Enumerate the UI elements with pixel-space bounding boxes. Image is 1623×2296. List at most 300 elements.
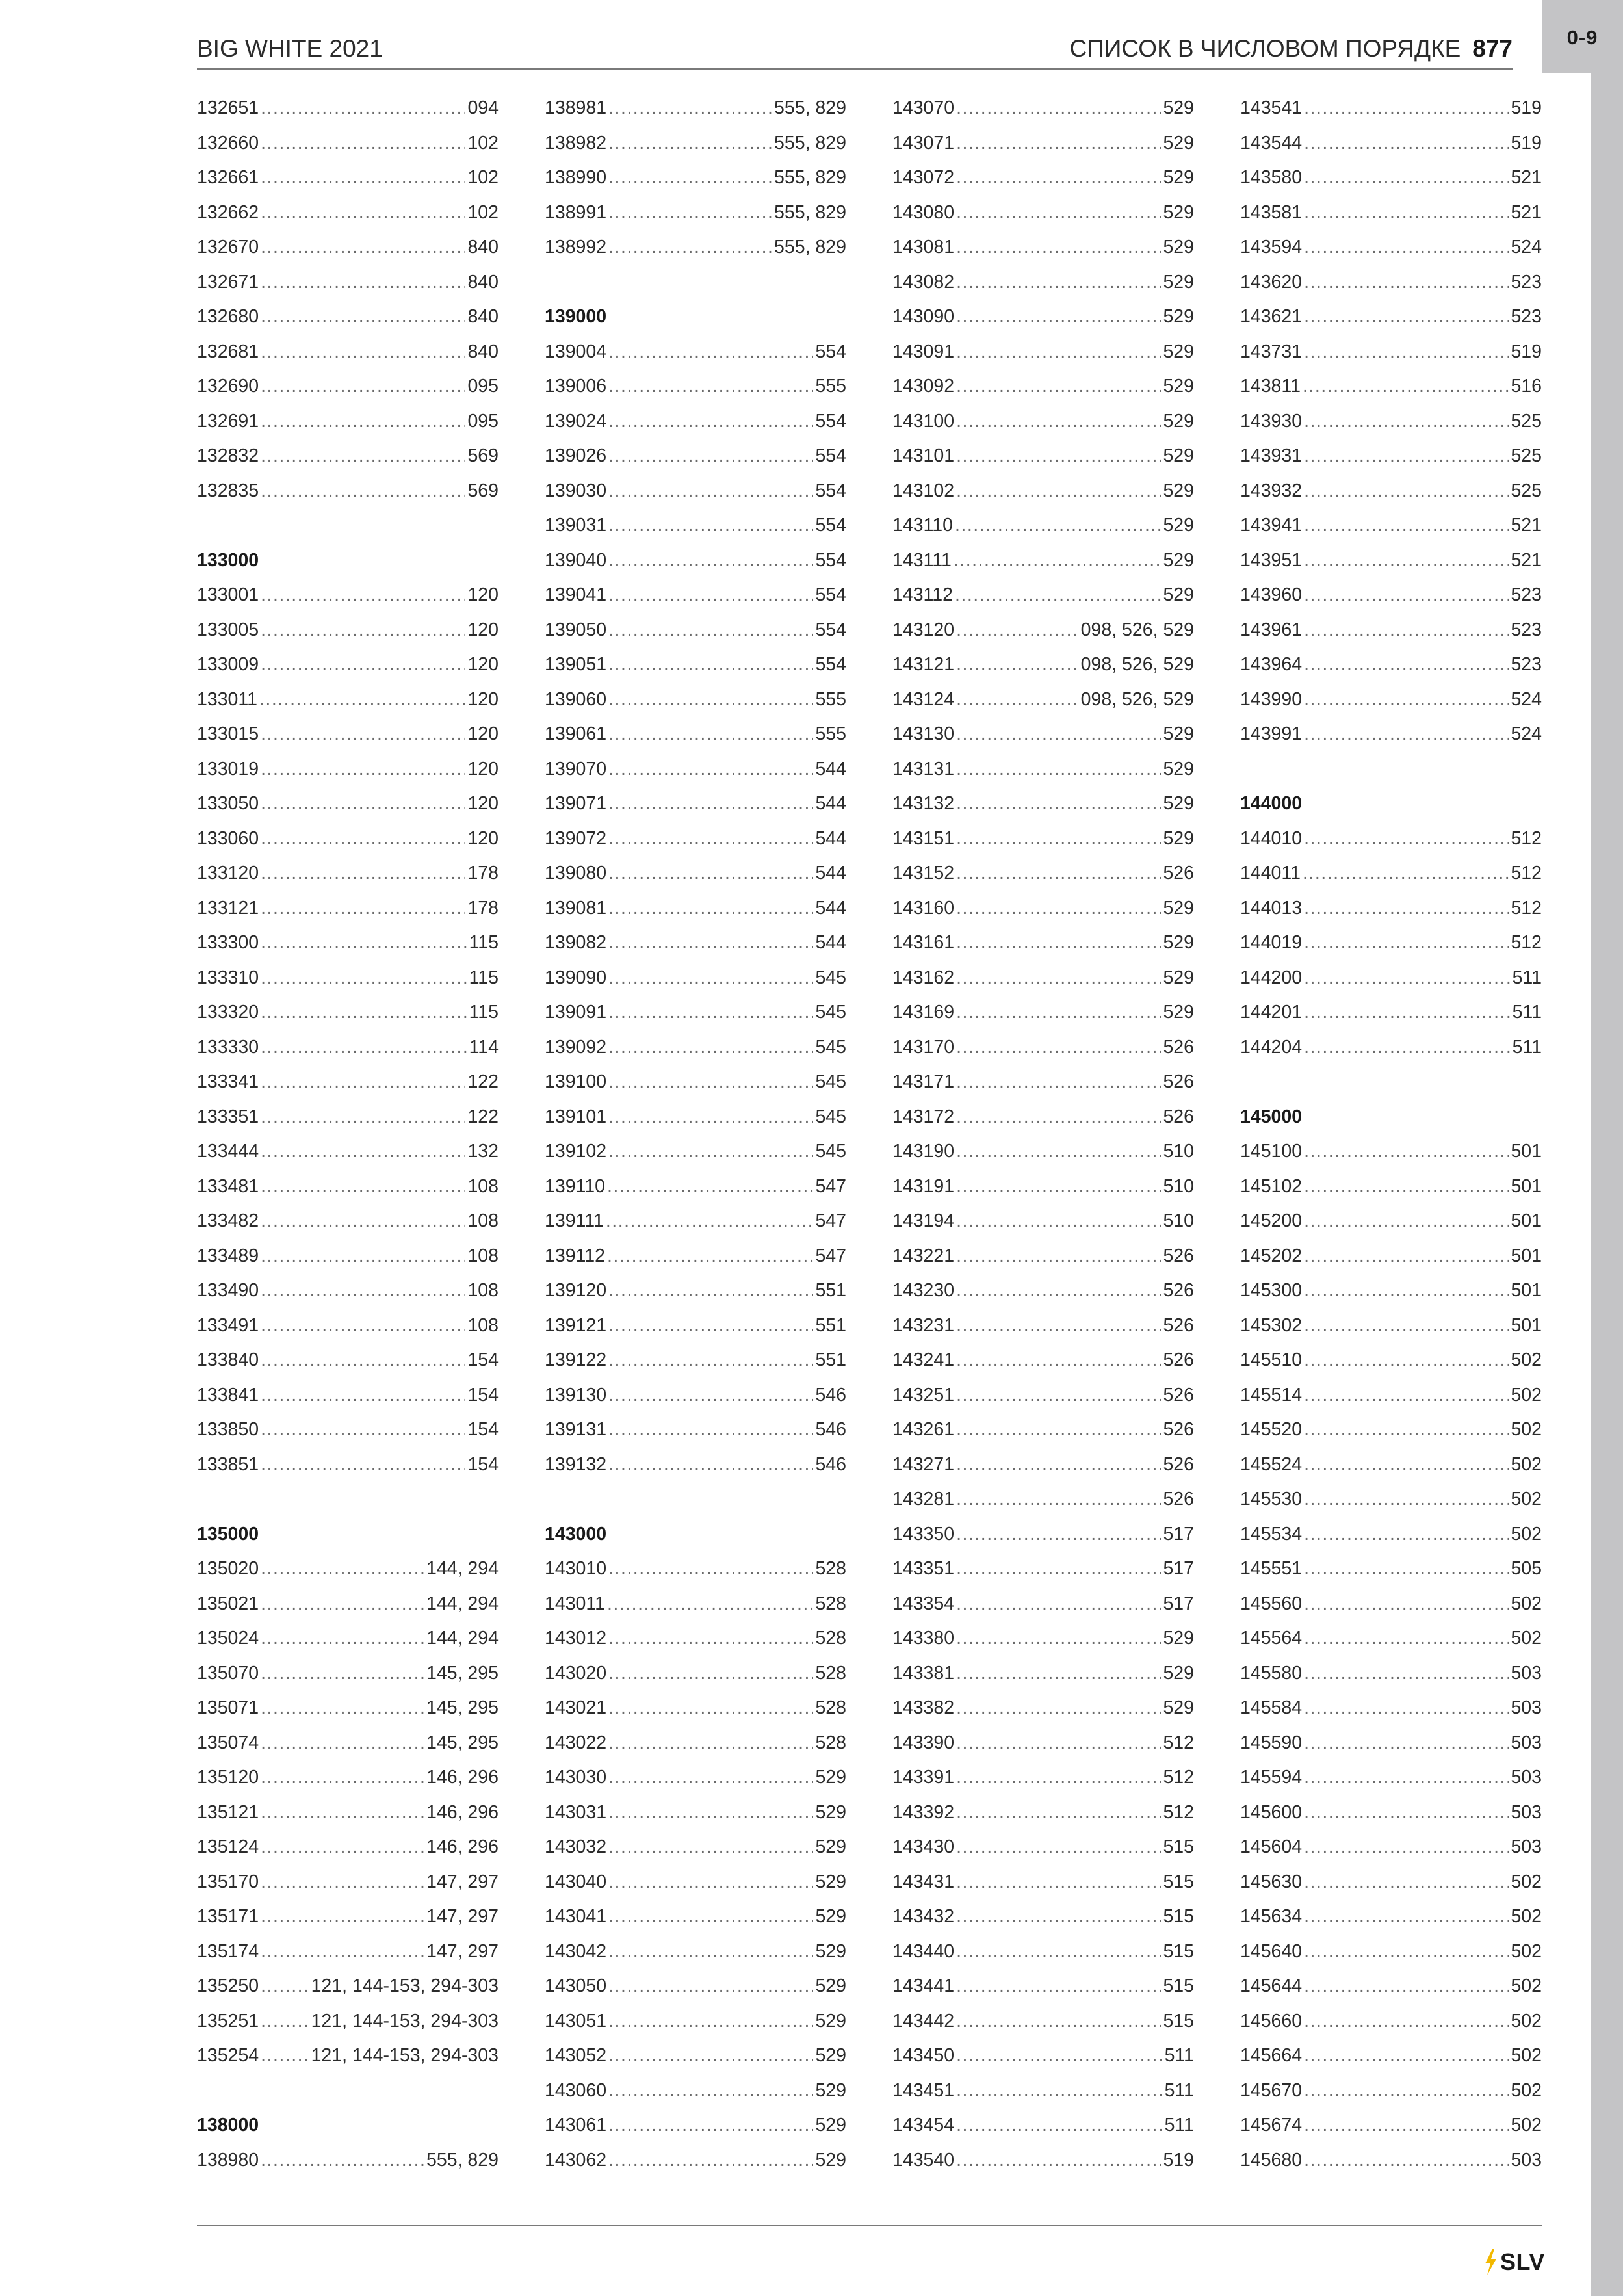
dot-leader bbox=[261, 369, 465, 404]
index-entry bbox=[197, 1204, 499, 1239]
index-entry bbox=[1240, 439, 1542, 474]
index-entry bbox=[545, 647, 846, 683]
index-entry bbox=[1240, 856, 1542, 891]
article-number: 133841 bbox=[197, 1384, 259, 1405]
dot-leader bbox=[608, 856, 813, 891]
article-number: 132832 bbox=[197, 445, 259, 466]
page-reference: 502 bbox=[1511, 1419, 1542, 1440]
index-entry bbox=[545, 1378, 846, 1413]
article-number: 135074 bbox=[197, 1732, 259, 1753]
index-entry bbox=[892, 196, 1194, 231]
index-entry bbox=[545, 995, 846, 1030]
page-reference: 529 bbox=[1163, 376, 1194, 397]
page-reference: 840 bbox=[467, 271, 499, 293]
index-entry bbox=[892, 404, 1194, 439]
dot-leader bbox=[261, 196, 465, 231]
article-number: 144204 bbox=[1240, 1036, 1303, 1058]
page-reference: 503 bbox=[1511, 1801, 1542, 1823]
index-entry bbox=[1240, 1169, 1542, 1205]
article-number: 143051 bbox=[545, 2010, 607, 2031]
page-reference: 545 bbox=[815, 1141, 846, 1162]
page-reference: 121, 144-153, 294-303 bbox=[311, 2045, 499, 2066]
article-number: 145640 bbox=[1240, 1940, 1303, 1962]
page-reference: 515 bbox=[1163, 1976, 1194, 1996]
dot-leader bbox=[1304, 91, 1509, 126]
article-number: 143391 bbox=[892, 1767, 955, 1788]
article-number: 133009 bbox=[197, 654, 259, 675]
page-reference: 501 bbox=[1511, 1175, 1542, 1197]
spacer bbox=[197, 2074, 499, 2109]
page-reference: 529 bbox=[1163, 410, 1194, 432]
dot-leader bbox=[608, 2074, 813, 2109]
dot-leader bbox=[261, 2004, 309, 2039]
article-number: 143131 bbox=[892, 758, 955, 779]
article-number: 145530 bbox=[1240, 1489, 1303, 1509]
dot-leader bbox=[956, 891, 1161, 926]
dot-leader bbox=[261, 961, 467, 996]
dot-leader bbox=[1304, 2039, 1509, 2074]
index-entry bbox=[545, 1587, 846, 1622]
index-entry bbox=[545, 543, 846, 579]
index-entry bbox=[892, 1100, 1194, 1135]
page-reference: 121, 144-153, 294-303 bbox=[311, 1976, 499, 1996]
page-reference: 511 bbox=[1512, 967, 1542, 988]
dot-leader bbox=[1304, 1621, 1509, 1656]
article-number: 133490 bbox=[197, 1280, 259, 1301]
article-number: 133489 bbox=[197, 1245, 259, 1266]
article-number: 145590 bbox=[1240, 1732, 1303, 1753]
dot-leader bbox=[1304, 1273, 1509, 1309]
index-entry bbox=[892, 300, 1194, 335]
article-number: 143961 bbox=[1240, 619, 1303, 640]
article-number: 143430 bbox=[892, 1836, 955, 1857]
article-number: 139072 bbox=[545, 828, 607, 849]
page-reference: 146, 296 bbox=[426, 1801, 499, 1823]
dot-leader bbox=[1304, 995, 1510, 1030]
page-reference: 120 bbox=[467, 758, 499, 779]
section-heading: 135000 bbox=[197, 1523, 259, 1545]
article-number: 145302 bbox=[1240, 1314, 1303, 1336]
dot-leader bbox=[1304, 439, 1509, 474]
article-number: 145580 bbox=[1240, 1662, 1303, 1684]
article-number: 145524 bbox=[1240, 1454, 1303, 1475]
page-number: 877 bbox=[1472, 35, 1513, 62]
page-reference: 523 bbox=[1511, 584, 1542, 605]
index-entry bbox=[545, 1448, 846, 1483]
index-entry bbox=[892, 1691, 1194, 1726]
page-reference: 503 bbox=[1511, 1732, 1542, 1753]
article-number: 133482 bbox=[197, 1210, 259, 1231]
article-number: 143132 bbox=[892, 793, 955, 814]
article-number: 143100 bbox=[892, 410, 955, 432]
dot-leader bbox=[608, 335, 813, 370]
article-number: 143171 bbox=[892, 1071, 955, 1092]
index-entry bbox=[197, 1621, 499, 1656]
page-reference: 115 bbox=[469, 967, 499, 988]
index-entry bbox=[545, 1760, 846, 1795]
dot-leader bbox=[261, 995, 467, 1030]
dot-leader bbox=[956, 1169, 1161, 1205]
article-number: 139060 bbox=[545, 688, 607, 710]
article-number: 138992 bbox=[545, 237, 607, 257]
index-entry bbox=[1240, 891, 1542, 926]
article-number: 143261 bbox=[892, 1419, 955, 1440]
index-entry bbox=[892, 926, 1194, 961]
index-entry bbox=[892, 1899, 1194, 1935]
dot-leader bbox=[1303, 369, 1509, 404]
index-entry bbox=[545, 1726, 846, 1761]
page-reference: 120 bbox=[467, 584, 499, 605]
dot-leader bbox=[261, 300, 465, 335]
page-reference: 510 bbox=[1163, 1141, 1194, 1162]
index-entry bbox=[197, 1309, 499, 1344]
index-entry bbox=[892, 891, 1194, 926]
article-number: 138981 bbox=[545, 98, 607, 118]
index-entry bbox=[1240, 578, 1542, 613]
index-entry bbox=[197, 1552, 499, 1587]
dot-leader bbox=[608, 369, 813, 404]
dot-leader bbox=[608, 1691, 813, 1726]
page-reference: 555 bbox=[815, 376, 846, 397]
page-reference: 551 bbox=[815, 1350, 846, 1370]
page-reference: 515 bbox=[1163, 2010, 1194, 2031]
index-entry bbox=[1240, 474, 1542, 509]
index-entry bbox=[892, 2039, 1194, 2074]
page-reference: 529 bbox=[1163, 98, 1194, 118]
dot-leader bbox=[261, 613, 465, 648]
index-entry bbox=[545, 787, 846, 822]
page-reference: 502 bbox=[1511, 2045, 1542, 2066]
index-entry bbox=[197, 1413, 499, 1448]
index-entry bbox=[1240, 1413, 1542, 1448]
dot-leader bbox=[1304, 126, 1509, 161]
index-entry bbox=[197, 1343, 499, 1378]
article-number: 133015 bbox=[197, 724, 259, 744]
article-number: 143151 bbox=[892, 828, 955, 849]
dot-leader bbox=[259, 683, 465, 718]
page-reference: 546 bbox=[815, 1384, 846, 1405]
index-entry bbox=[892, 230, 1194, 265]
index-entry bbox=[197, 300, 499, 335]
article-number: 133310 bbox=[197, 967, 259, 988]
page-reference: 511 bbox=[1164, 2080, 1194, 2101]
article-number: 143392 bbox=[892, 1801, 955, 1823]
article-number: 139050 bbox=[545, 619, 607, 640]
index-entry bbox=[1240, 2143, 1542, 2178]
dot-leader bbox=[956, 1621, 1161, 1656]
dot-leader bbox=[608, 1378, 813, 1413]
article-number: 135250 bbox=[197, 1976, 259, 1996]
article-number: 133444 bbox=[197, 1141, 259, 1162]
dot-leader bbox=[608, 2108, 813, 2143]
page-reference: 529 bbox=[815, 1836, 846, 1857]
index-entry bbox=[545, 1343, 846, 1378]
article-number: 132651 bbox=[197, 98, 259, 118]
page-reference: 547 bbox=[815, 1245, 846, 1266]
dot-leader bbox=[956, 369, 1161, 404]
page-reference: 145, 295 bbox=[426, 1697, 499, 1718]
page-reference: 502 bbox=[1511, 1489, 1542, 1509]
index-entry bbox=[892, 1239, 1194, 1274]
page-reference: 510 bbox=[1163, 1210, 1194, 1231]
dot-leader bbox=[956, 1587, 1161, 1622]
dot-leader bbox=[956, 265, 1161, 300]
article-number: 145520 bbox=[1240, 1419, 1303, 1440]
slv-logo bbox=[1483, 2246, 1545, 2278]
article-number: 143162 bbox=[892, 967, 955, 988]
index-entry bbox=[545, 2143, 846, 2178]
dot-leader bbox=[261, 335, 465, 370]
dot-leader bbox=[956, 1969, 1161, 2004]
index-entry bbox=[545, 1621, 846, 1656]
dot-leader bbox=[608, 1899, 813, 1935]
page-reference: 501 bbox=[1511, 1280, 1542, 1301]
index-entry bbox=[892, 822, 1194, 857]
article-number: 133005 bbox=[197, 619, 259, 640]
dot-leader bbox=[261, 926, 467, 961]
article-number: 144013 bbox=[1240, 897, 1303, 919]
article-number: 143941 bbox=[1240, 515, 1303, 536]
index-entry bbox=[545, 1552, 846, 1587]
dot-leader bbox=[261, 1656, 424, 1691]
article-number: 143621 bbox=[1240, 306, 1303, 327]
article-number: 132670 bbox=[197, 237, 259, 257]
article-number: 143231 bbox=[892, 1314, 955, 1336]
article-number: 143354 bbox=[892, 1593, 955, 1614]
page-reference: 519 bbox=[1511, 341, 1542, 362]
page-reference: 528 bbox=[815, 1697, 846, 1718]
article-number: 143124 bbox=[892, 688, 955, 710]
article-number: 139112 bbox=[545, 1245, 605, 1266]
index-entry bbox=[892, 91, 1194, 126]
article-number: 139080 bbox=[545, 863, 607, 883]
page-reference: 529 bbox=[1163, 306, 1194, 327]
spacer bbox=[1240, 752, 1542, 787]
article-number: 143194 bbox=[892, 1210, 955, 1231]
dot-leader bbox=[261, 822, 465, 857]
index-entry bbox=[892, 2143, 1194, 2178]
article-number: 132691 bbox=[197, 410, 259, 432]
page-reference: 512 bbox=[1511, 932, 1542, 953]
dot-leader bbox=[261, 1273, 465, 1309]
article-number: 143070 bbox=[892, 98, 955, 118]
dot-leader bbox=[608, 91, 772, 126]
page-reference: 144, 294 bbox=[426, 1558, 499, 1579]
page-reference: 510 bbox=[1163, 1175, 1194, 1197]
article-number: 145670 bbox=[1240, 2080, 1303, 2101]
page-reference: 555, 829 bbox=[774, 132, 846, 153]
dot-leader bbox=[956, 2074, 1162, 2109]
dot-leader bbox=[261, 856, 465, 891]
article-number: 143431 bbox=[892, 1871, 955, 1892]
index-entry bbox=[197, 926, 499, 961]
index-entry bbox=[892, 1969, 1194, 2004]
spacer bbox=[1240, 1065, 1542, 1100]
dot-leader bbox=[956, 1343, 1161, 1378]
dot-leader bbox=[261, 752, 465, 787]
page-reference: 546 bbox=[815, 1419, 846, 1440]
page-reference: 554 bbox=[815, 515, 846, 536]
article-number: 143121 bbox=[892, 654, 955, 675]
index-entry bbox=[1240, 2004, 1542, 2039]
index-entry bbox=[892, 439, 1194, 474]
article-number: 138991 bbox=[545, 202, 607, 223]
article-number: 143080 bbox=[892, 202, 955, 223]
page-reference: 512 bbox=[1511, 863, 1542, 883]
index-entry bbox=[1240, 613, 1542, 648]
index-entry bbox=[545, 1899, 846, 1935]
dot-leader bbox=[1304, 891, 1509, 926]
page-reference: 503 bbox=[1511, 1767, 1542, 1788]
dot-leader bbox=[608, 1065, 813, 1100]
article-number: 143161 bbox=[892, 932, 955, 953]
index-entry bbox=[892, 613, 1194, 648]
index-entry bbox=[545, 196, 846, 231]
dot-leader bbox=[956, 161, 1161, 196]
index-entry bbox=[892, 1726, 1194, 1761]
index-entry bbox=[892, 578, 1194, 613]
page-reference: 519 bbox=[1511, 98, 1542, 118]
page-reference: 120 bbox=[467, 724, 499, 744]
article-number: 139071 bbox=[545, 793, 607, 814]
page-reference: 108 bbox=[467, 1245, 499, 1266]
page-reference: 526 bbox=[1163, 1245, 1194, 1266]
index-entry bbox=[197, 1273, 499, 1309]
index-entry bbox=[545, 126, 846, 161]
article-number: 145584 bbox=[1240, 1697, 1303, 1718]
dot-leader bbox=[1303, 856, 1509, 891]
page-reference: 529 bbox=[815, 2115, 846, 2135]
page-reference: 840 bbox=[467, 306, 499, 327]
index-entry bbox=[545, 2004, 846, 2039]
index-entry bbox=[1240, 822, 1542, 857]
index-entry bbox=[545, 1204, 846, 1239]
index-entry bbox=[1240, 2039, 1542, 2074]
index-entry bbox=[892, 2108, 1194, 2143]
index-entry bbox=[197, 1865, 499, 1900]
dot-leader bbox=[608, 926, 813, 961]
dot-leader bbox=[608, 1413, 813, 1448]
page-reference: 529 bbox=[1163, 828, 1194, 849]
article-number: 143111 bbox=[892, 549, 952, 571]
page-reference: 528 bbox=[815, 1662, 846, 1684]
lightning-icon bbox=[1483, 2249, 1498, 2275]
index-entry bbox=[892, 265, 1194, 300]
dot-leader bbox=[1304, 1726, 1509, 1761]
article-number: 143594 bbox=[1240, 237, 1303, 257]
dot-leader bbox=[608, 613, 813, 648]
page-reference: 528 bbox=[815, 1628, 846, 1649]
article-number: 143160 bbox=[892, 897, 955, 919]
page-reference: 132 bbox=[467, 1141, 499, 1162]
index-entry bbox=[197, 1065, 499, 1100]
page-reference: 516 bbox=[1511, 376, 1542, 397]
article-number: 143041 bbox=[545, 1906, 607, 1927]
page-reference: 529 bbox=[1163, 549, 1194, 571]
index-entry bbox=[1240, 126, 1542, 161]
dot-leader bbox=[1304, 230, 1509, 265]
article-number: 138990 bbox=[545, 167, 607, 188]
index-entry bbox=[1240, 91, 1542, 126]
page-reference: 569 bbox=[467, 480, 499, 501]
dot-leader bbox=[608, 230, 772, 265]
article-number: 143731 bbox=[1240, 341, 1303, 362]
dot-leader bbox=[956, 404, 1161, 439]
page-reference: 529 bbox=[1163, 167, 1194, 188]
article-number: 143951 bbox=[1240, 549, 1303, 571]
chapter-tab-label: 0-9 bbox=[1566, 26, 1598, 49]
page-reference: 526 bbox=[1163, 1071, 1194, 1092]
page-reference: 517 bbox=[1163, 1558, 1194, 1579]
page-reference: 502 bbox=[1511, 1593, 1542, 1614]
page-reference: 555, 829 bbox=[774, 237, 846, 257]
article-number: 133001 bbox=[197, 584, 259, 605]
index-entry bbox=[545, 230, 846, 265]
dot-leader bbox=[261, 1343, 465, 1378]
article-number: 143251 bbox=[892, 1384, 955, 1405]
page-reference: 120 bbox=[467, 793, 499, 814]
article-number: 143020 bbox=[545, 1662, 607, 1684]
page-reference: 115 bbox=[469, 932, 499, 953]
dot-leader bbox=[956, 1413, 1161, 1448]
article-number: 145644 bbox=[1240, 1976, 1303, 1996]
page-reference: 108 bbox=[467, 1210, 499, 1231]
section-heading: 145000 bbox=[1240, 1106, 1303, 1127]
page-reference: 555, 829 bbox=[774, 167, 846, 188]
article-number: 133060 bbox=[197, 828, 259, 849]
article-number: 138980 bbox=[197, 2149, 259, 2171]
dot-leader bbox=[956, 752, 1161, 787]
page-reference: 554 bbox=[815, 584, 846, 605]
index-entry bbox=[1240, 1899, 1542, 1935]
index-entry bbox=[892, 1273, 1194, 1309]
index-entry bbox=[197, 2143, 499, 2178]
index-entry bbox=[1240, 508, 1542, 543]
dot-leader bbox=[1304, 717, 1509, 752]
index-entry bbox=[892, 369, 1194, 404]
index-entry bbox=[197, 1169, 499, 1205]
dot-leader bbox=[608, 1726, 813, 1761]
index-entry bbox=[892, 1204, 1194, 1239]
index-entry bbox=[545, 1239, 846, 1274]
article-number: 144019 bbox=[1240, 932, 1303, 953]
dot-leader bbox=[261, 1239, 465, 1274]
article-number: 143544 bbox=[1240, 132, 1303, 153]
index-entry bbox=[545, 1030, 846, 1065]
index-entry bbox=[197, 961, 499, 996]
article-number: 145551 bbox=[1240, 1558, 1303, 1579]
dot-leader bbox=[956, 1760, 1161, 1795]
page-reference: 502 bbox=[1511, 1350, 1542, 1370]
chapter-tab bbox=[1542, 0, 1623, 73]
index-entry bbox=[1240, 404, 1542, 439]
article-number: 143090 bbox=[892, 306, 955, 327]
page-reference: 502 bbox=[1511, 1976, 1542, 1996]
article-number: 135020 bbox=[197, 1558, 259, 1579]
article-number: 139082 bbox=[545, 932, 607, 953]
index-entry bbox=[892, 508, 1194, 543]
article-number: 143381 bbox=[892, 1662, 955, 1684]
dot-leader bbox=[608, 1969, 813, 2004]
article-number: 145560 bbox=[1240, 1593, 1303, 1614]
dot-leader bbox=[1304, 1830, 1509, 1865]
dot-leader bbox=[1304, 1239, 1509, 1274]
index-entry bbox=[892, 1656, 1194, 1691]
page-reference: 545 bbox=[815, 1071, 846, 1092]
dot-leader bbox=[956, 1239, 1161, 1274]
dot-leader bbox=[1304, 161, 1509, 196]
article-number: 145680 bbox=[1240, 2149, 1303, 2171]
